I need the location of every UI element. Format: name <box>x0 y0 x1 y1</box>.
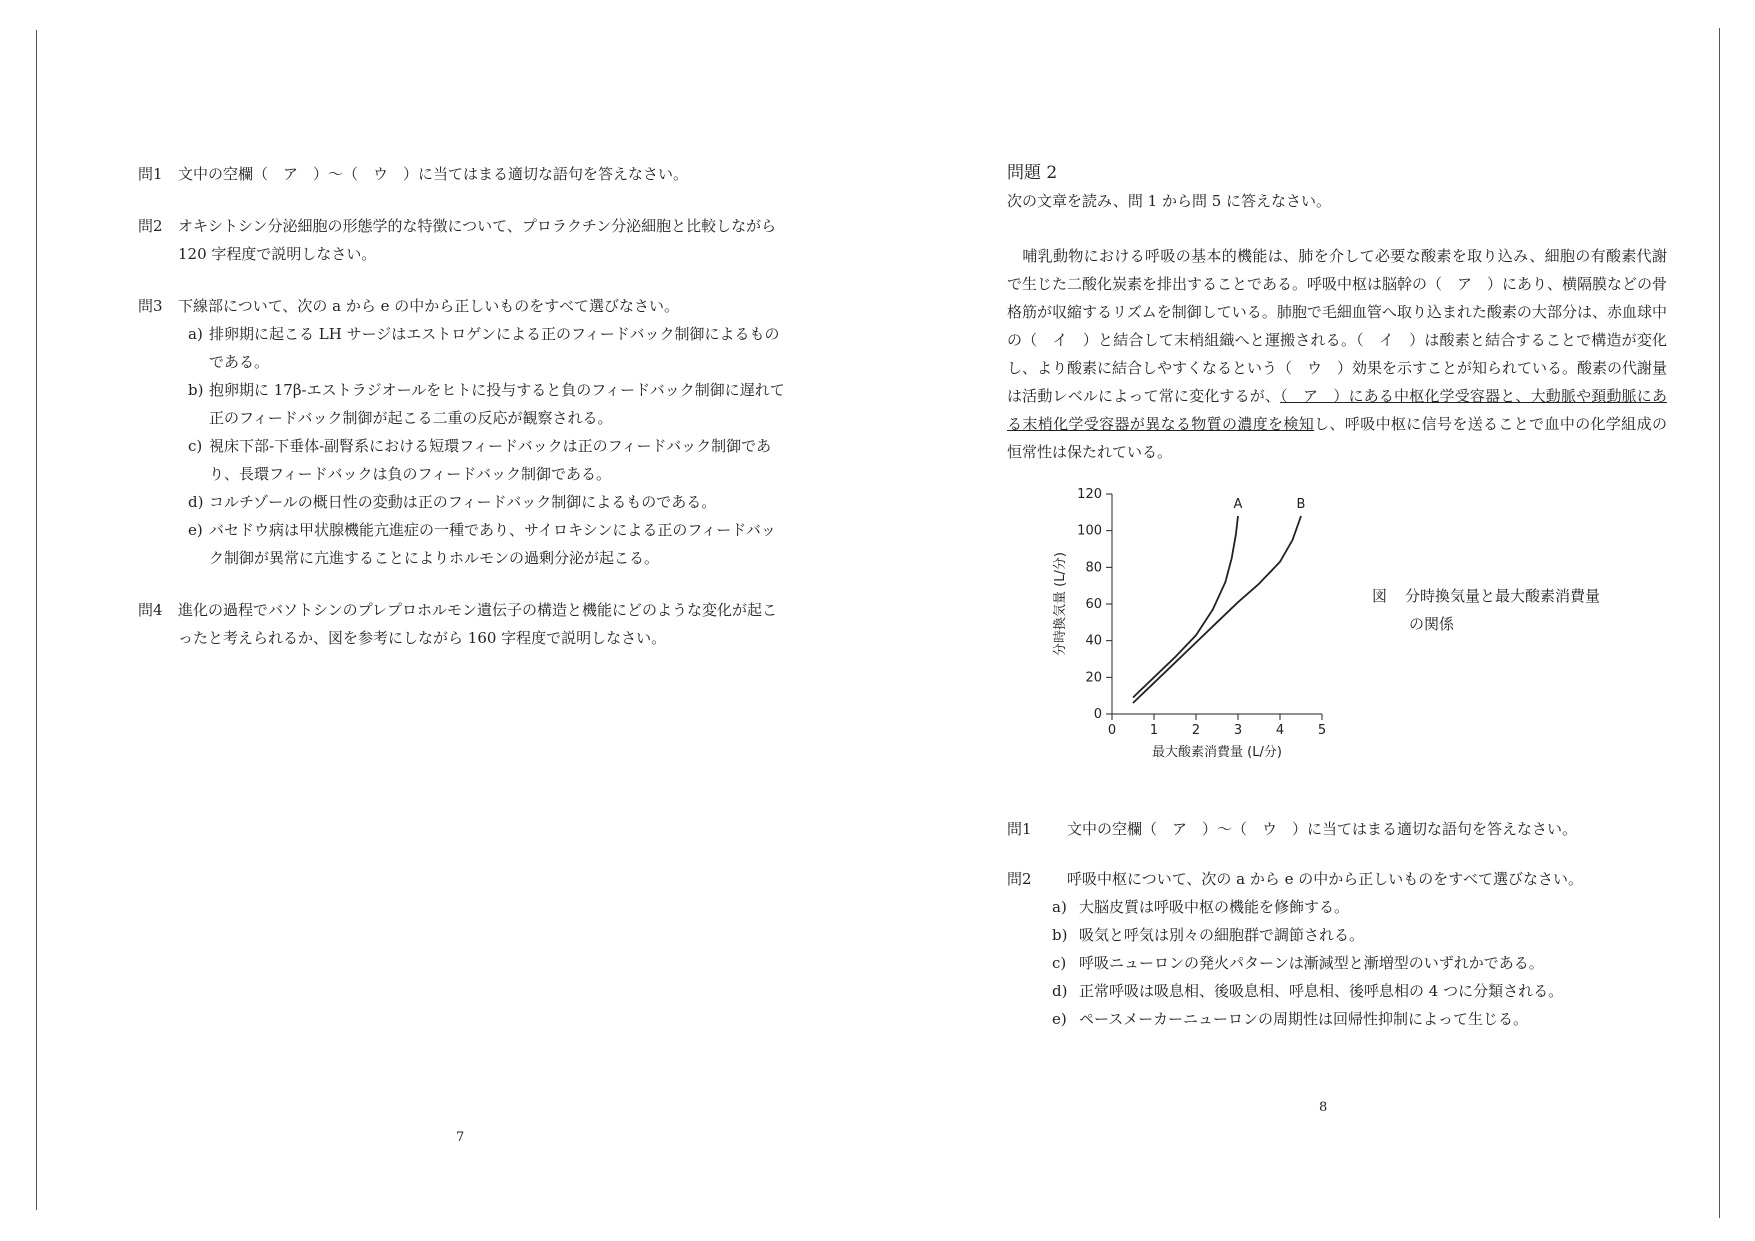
question-text: 呼吸中枢について、次の a から e の中から正しいものをすべて選びなさい。 <box>1067 870 1583 888</box>
y-axis-label: 分時換気量 (L/分) <box>1053 552 1068 656</box>
paragraph-text: し、呼吸中枢に信号を送ることで血中の化学組成の恒常性は保たれている。 <box>1007 415 1667 461</box>
caption-line-1: 分時換気量と最大酸素消費量 <box>1405 587 1601 605</box>
choice-item <box>1052 921 1667 949</box>
y-tick-label: 100 <box>1077 523 1102 539</box>
choice-text: 抱卵期に 17β-エストラジオールをヒトに投与すると負のフィードバック制御に遅れて正のフィードバック制御が起こる二重の反応が観察される。 <box>209 381 785 427</box>
x-tick-label: 3 <box>1233 723 1243 738</box>
choice-text: 大脳皮質は呼吸中枢の機能を修飾する。 <box>1079 898 1350 916</box>
choice-item <box>1052 949 1667 977</box>
choice-text: 正常呼吸は吸息相、後吸息相、呼息相、後呼息相の 4 つに分類される。 <box>1079 982 1564 1000</box>
underlined-passage: （ ア ）にある中枢化学受容器と、大動脈や頚動脈にある末梢化学受容器が異なる物質の濃度を検知 <box>1007 387 1667 433</box>
choice-text: 呼吸ニューロンの発火パターンは漸減型と漸増型のいずれかである。 <box>1079 954 1544 972</box>
problem-heading: 問題 2 <box>1007 163 1058 183</box>
x-tick-label: 2 <box>1191 723 1201 738</box>
figure <box>1007 474 1667 799</box>
caption-line-2: の関係 <box>1409 615 1455 633</box>
choice-text: バセドウ病は甲状腺機能亢進症の一種であり、サイロキシンによる正のフィードバック制御が異常に亢進することによりホルモンの過剰分泌が起こる。 <box>209 521 776 567</box>
question-number: 問3 <box>138 297 163 315</box>
choice-label: b) <box>1052 926 1068 944</box>
choice-text: ペースメーカーニューロンの周期性は回帰性抑制によって生じる。 <box>1079 1010 1528 1028</box>
choice-item <box>188 376 788 432</box>
series-label-A: A <box>1233 497 1243 512</box>
question-number: 問1 <box>138 165 163 183</box>
y-tick-label: 40 <box>1085 633 1102 649</box>
question-4 <box>138 596 788 652</box>
series-line-A <box>1133 516 1238 698</box>
choice-text: 視床下部-下垂体-副腎系における短環フィードバックは正のフィードバック制御であり、長環フィードバックは負のフィードバック制御である。 <box>209 437 772 483</box>
choice-label: e) <box>1052 1010 1067 1028</box>
question-3 <box>138 292 788 572</box>
choice-item <box>188 488 788 516</box>
choice-text: 排卵期に起こる LH サージはエストロゲンによる正のフィードバック制御によるものである。 <box>209 325 780 371</box>
problem-instruction: 次の文章を読み、問 1 から問 5 に答えなさい。 <box>1007 192 1332 210</box>
choice-text: コルチゾールの概日性の変動は正のフィードバック制御によるものである。 <box>209 493 717 511</box>
page-number: 7 <box>456 1130 465 1145</box>
y-tick-label: 80 <box>1085 560 1102 576</box>
y-tick-label: 20 <box>1085 670 1102 686</box>
x-tick-label: 0 <box>1107 723 1117 738</box>
series-label-B: B <box>1296 497 1306 512</box>
choice-item <box>1052 893 1667 921</box>
x-tick-label: 5 <box>1317 723 1327 738</box>
x-tick-label: 1 <box>1149 723 1159 738</box>
question-number: 問1 <box>1007 820 1032 838</box>
caption-label: 図 <box>1372 587 1388 605</box>
question-text: 文中の空欄（ ア ）～（ ウ ）に当てはまる適切な語句を答えなさい。 <box>1067 820 1578 838</box>
choice-label: b) <box>188 381 204 399</box>
figure-caption <box>1372 582 1600 638</box>
series-line-B <box>1133 516 1301 703</box>
y-tick-label: 0 <box>1093 707 1102 722</box>
question-number: 問2 <box>1007 870 1032 888</box>
choice-item <box>1052 977 1667 1005</box>
choice-label: c) <box>188 437 203 455</box>
problem-paragraph <box>1007 242 1667 466</box>
right-page-edge <box>1719 28 1720 1218</box>
question-2 <box>1007 865 1667 1033</box>
choice-label: d) <box>188 493 204 511</box>
question-number: 問2 <box>138 217 163 235</box>
choice-label: d) <box>1052 982 1068 1000</box>
x-tick-label: 4 <box>1275 723 1285 738</box>
question-number: 問4 <box>138 601 163 619</box>
question-2 <box>138 212 788 268</box>
question-1 <box>1007 815 1667 843</box>
question-text: 進化の過程でバソトシンのプレプロホルモン遺伝子の構造と機能にどのような変化が起こったと考えられるか、図を参考にしながら 160 字程度で説明しなさい。 <box>178 601 778 647</box>
choice-label: a) <box>188 325 203 343</box>
y-tick-label: 120 <box>1077 487 1102 502</box>
choice-list <box>1052 893 1667 1033</box>
choice-item <box>1052 1005 1667 1033</box>
choice-item <box>188 516 788 572</box>
choice-text: 吸気と呼気は別々の細胞群で調節される。 <box>1079 926 1365 944</box>
page-8 <box>1007 160 1667 1033</box>
x-axis-label: 最大酸素消費量 (L/分) <box>1152 745 1282 760</box>
question-text: 下線部について、次の a から e の中から正しいものをすべて選びなさい。 <box>178 297 679 315</box>
question-1 <box>138 160 788 188</box>
page-number: 8 <box>1319 1100 1328 1115</box>
y-tick-label: 60 <box>1085 597 1102 612</box>
choice-label: a) <box>1052 898 1067 916</box>
choice-item <box>188 320 788 376</box>
paragraph-text: 哺乳動物における呼吸の基本的機能は、肺を介して必要な酸素を取り込み、細胞の有酸素代謝で生じた二酸化炭素を排出することである。呼吸中枢は脳幹の（ ア ）にあり、横隔膜などの骨格筋が収縮するリズムを制御している。肺胞で毛細血管へ取り込まれた酸素の大部分は、赤血球中の（ イ ）と結合して末梢組織へと運搬される。（ イ ）は酸素と結合することで構造が変化し、より酸素に結合しやすくなるという（ ウ ）効果を示すことが知られている。酸素の代謝量は活動レベルによって常に変化するが、 <box>1007 247 1668 405</box>
page-7 <box>138 160 788 676</box>
question-text: 文中の空欄（ ア ）～（ ウ ）に当てはまる適切な語句を答えなさい。 <box>178 165 689 183</box>
choice-item <box>188 432 788 488</box>
left-page-edge <box>36 30 37 1210</box>
choice-label: e) <box>188 521 203 539</box>
ventilation-chart <box>1032 474 1352 774</box>
choice-label: c) <box>1052 954 1067 972</box>
question-text: オキシトシン分泌細胞の形態学的な特徴について、プロラクチン分泌細胞と比較しながら 120 字程度で説明しなさい。 <box>178 217 777 263</box>
